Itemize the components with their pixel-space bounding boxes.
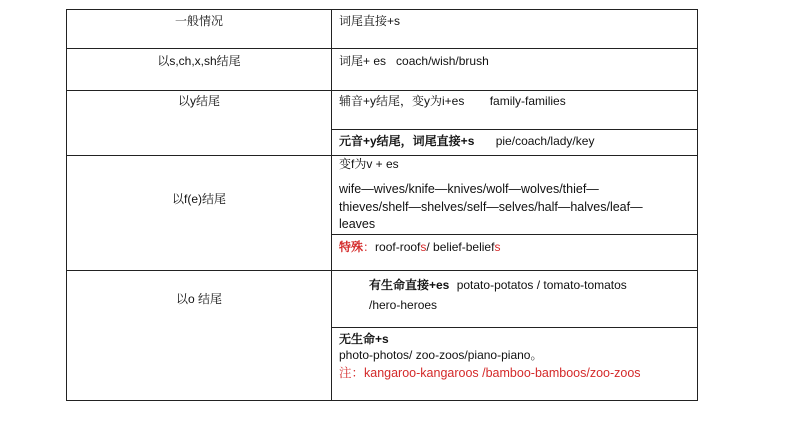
row-divider xyxy=(67,48,697,49)
rule-examples: coach/wish/brush xyxy=(396,54,489,68)
f-examples-line-1: wife—wives/knife—knives/wolf—wolves/thief— xyxy=(339,182,599,196)
special-label: 特殊 xyxy=(339,240,364,254)
category-f-ending: 以f(e)结尾 xyxy=(171,192,226,206)
category-o-ending: 以o 结尾 xyxy=(175,292,222,306)
special-a: roof-roof xyxy=(375,240,421,254)
rule-consonant-y xyxy=(339,94,566,109)
rule-general: 词尾直接+s xyxy=(339,14,401,28)
special-b-s: s xyxy=(494,240,501,254)
rule-text: 有生命直接+es xyxy=(369,278,450,292)
subrow-divider xyxy=(331,129,697,130)
rule-text: 辅音+y结尾，变y为i+es xyxy=(339,94,465,108)
special-colon: ： xyxy=(363,240,376,254)
plural-rules-table xyxy=(66,9,698,401)
rule-s-ch-x-sh xyxy=(339,54,489,69)
rule-nonliving: 无生命+s xyxy=(339,332,389,346)
category-general: 一般情况 xyxy=(174,14,223,28)
nonliving-note: 注：kangaroo-kangaroos /bamboo-bamboos/zoo-zoos xyxy=(339,366,641,380)
rule-living xyxy=(369,278,627,293)
rule-text: 词尾+ es xyxy=(339,54,387,68)
f-examples-line-3: leaves xyxy=(339,217,376,231)
row-divider xyxy=(67,270,697,271)
rule-examples: family-families xyxy=(489,94,566,108)
category-s-ch-x-sh: 以s,ch,x,sh结尾 xyxy=(157,54,241,68)
living-examples-line-2: /hero-heroes xyxy=(369,298,438,312)
rule-text: 元音+y结尾，词尾直接+s xyxy=(339,134,475,148)
row-divider xyxy=(67,90,697,91)
subrow-divider xyxy=(331,327,697,328)
special-sep: / belief-belief xyxy=(426,240,495,254)
subrow-divider xyxy=(331,234,697,235)
column-divider xyxy=(331,10,332,400)
row-divider xyxy=(67,155,697,156)
rule-vowel-y xyxy=(339,134,594,149)
nonliving-examples: photo-photos/ zoo-zoos/piano-piano。 xyxy=(339,348,543,362)
f-examples-line-2: thieves/shelf—shelves/self—selves/half—halves/leaf— xyxy=(339,200,643,214)
rule-examples: potato-potatos / tomato-tomatos xyxy=(456,278,627,292)
category-y-ending: 以y结尾 xyxy=(177,94,220,108)
rule-f-to-v: 变f为v + es xyxy=(339,157,399,171)
f-special xyxy=(339,240,500,255)
rule-examples: pie/coach/lady/key xyxy=(495,134,595,148)
special-a-s: s xyxy=(420,240,427,254)
